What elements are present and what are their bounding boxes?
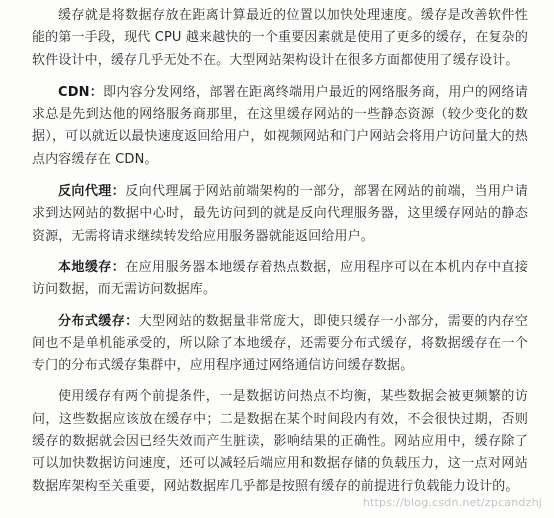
watermark-url: https://blog.csdn.net/zpcandzhj <box>362 496 542 509</box>
term-distributed-cache: 分布式缓存： <box>58 313 139 329</box>
paragraph-text: 缓存就是将数据存放在距离计算最近的位置以加快处理速度。缓存是改善软件性能的第一手段，现代 CPU 越来越快的一个重要因素就是使用了更多的缓存，在复杂的软件设计中，缓存几乎无处不在。大型网站架构设计在很多方面都使用了缓存设计。 <box>32 8 528 68</box>
term-cdn: CDN： <box>58 84 104 100</box>
paragraph-text: 反向代理属于网站前端架构的一部分，部署在网站的前端，当用户请求到达网站的数据中心时，最先访问到的就是反向代理服务器，这里缓存网站的静态资源，无需将请求继续转发给应用服务器就能返回给用户。 <box>32 184 528 244</box>
paragraph-text: 即内容分发网络，部署在距离终端用户最近的网络服务商，用户的网络请求总是先到达他的网络服务商那里，在这里缓存网站的一些静态资源（较少变化的数据），可以就近以最快速度返回给用户，如视频网站和门户网站会将用户访问量大的热点内容缓存在 CDN。 <box>32 84 528 167</box>
paragraph-cache-intro <box>32 5 528 72</box>
paragraph-text: 大型网站的数据量非常庞大，即使只缓存一小部分，需要的内存空间也不是单机能承受的，所以除了本地缓存，还需要分布式缓存，将数据缓存在一个专门的分布式缓存集群中，应用程序通过网络通信访问缓存数据。 <box>32 313 528 374</box>
paragraph-text: 使用缓存有两个前提条件，一是数据访问热点不均衡，某些数据会被更频繁的访问，这些数据应该放在缓存中；二是数据在某个时间段内有效，不会很快过期，否则缓存的数据就会因已经失效而产生脏读，影响结果的正确性。网站应用中，缓存除了可以加快数据访问速度，还可以减轻后端应用和数据存储的负载压力，这一点对网站数据库架构至关重要，网站数据库几乎都是按照有缓存的前提进行负载能力设计的。 <box>32 389 528 494</box>
paragraph-local-cache <box>32 257 528 302</box>
paragraph-distributed-cache <box>32 311 528 378</box>
term-local-cache: 本地缓存： <box>58 259 126 275</box>
paragraph-cdn <box>32 82 528 171</box>
paragraph-text: 在应用服务器本地缓存着热点数据，应用程序可以在本机内存中直接访问数据，而无需访问数据库。 <box>32 259 528 298</box>
paragraph-cache-conditions <box>32 386 528 497</box>
term-reverse-proxy: 反向代理： <box>58 184 126 200</box>
paragraph-reverse-proxy <box>32 181 528 248</box>
